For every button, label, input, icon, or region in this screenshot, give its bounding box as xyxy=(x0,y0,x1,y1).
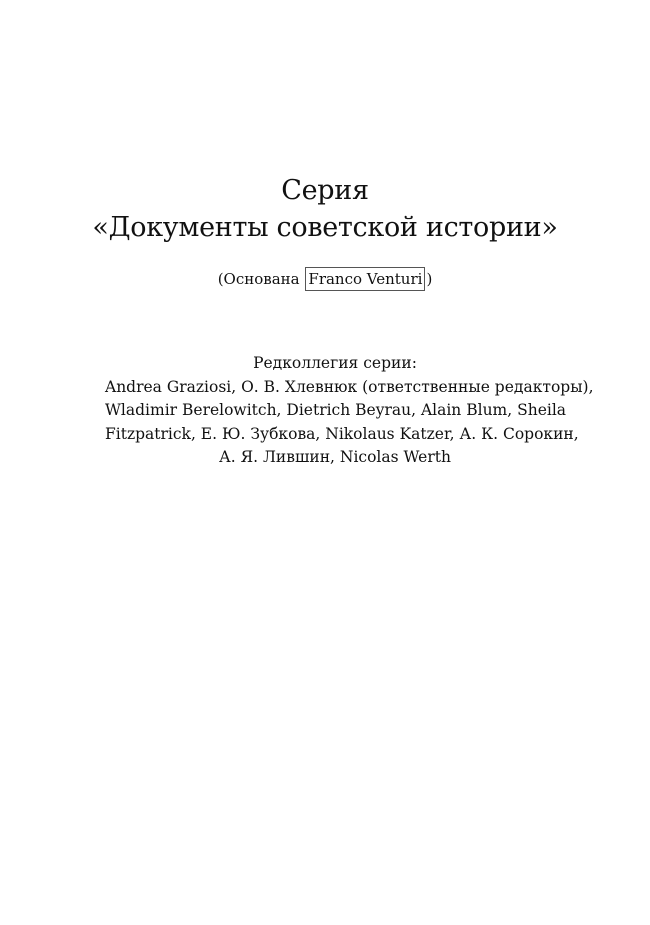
editorial-board xyxy=(105,352,594,470)
founded-note xyxy=(0,266,650,292)
editorial-board-line-3: Fitzpatrick, Е. Ю. Зубкова, Nikolaus Katzer, А. К. Сорокин, xyxy=(105,424,579,443)
series-title xyxy=(0,172,650,246)
editorial-board-heading: Редколлегия серии: xyxy=(253,354,417,372)
founded-prefix: (Основана xyxy=(217,270,300,288)
series-title-line-2: «Документы советской истории» xyxy=(92,212,558,243)
editorial-board-line-4: А. Я. Лившин, Nicolas Werth xyxy=(219,448,451,466)
founder-name-box: Franco Venturi xyxy=(305,267,425,291)
editorial-board-line-2: Wladimir Berelowitch, Dietrich Beyrau, Alain Blum, Sheila xyxy=(105,401,567,419)
founded-suffix: ) xyxy=(426,270,433,288)
series-title-line-1: Серия xyxy=(281,175,369,206)
editorial-board-line-1: Andrea Graziosi, О. В. Хлевнюк (ответственные редакторы), xyxy=(105,377,594,396)
